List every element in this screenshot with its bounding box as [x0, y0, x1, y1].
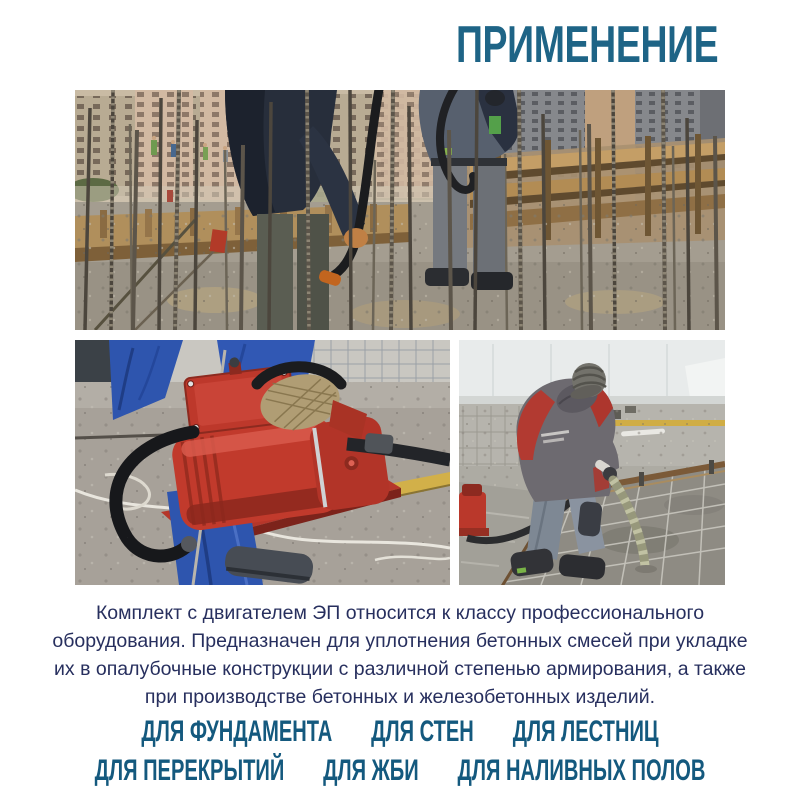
usage-label-self-leveling-floors: ДЛЯ НАЛИВНЫХ ПОЛОВ — [457, 754, 706, 787]
worker-hand — [344, 228, 368, 248]
usage-label-precast-concrete: ДЛЯ ЖБИ — [323, 754, 419, 787]
description-line: при производстве бетонных и железобетонных изделий. — [144, 686, 656, 708]
usage-row-1 — [132, 712, 668, 751]
concrete-deck — [75, 202, 725, 330]
description-text — [0, 599, 800, 711]
description-line: оборудования. Предназначен для уплотнения бетонных смесей при укладке — [52, 630, 748, 652]
vibrator-motor-illustration — [75, 340, 450, 585]
usage-row-2 — [94, 751, 706, 790]
floor-compacting-illustration — [459, 340, 725, 585]
photo-construction-site — [75, 90, 725, 330]
usage-label-foundation: ДЛЯ ФУНДАМЕНТА — [141, 715, 333, 748]
description-line: их в опалубочные конструкции с различной степенью армирования, а также — [54, 658, 746, 680]
description-line: Комплект с двигателем ЭП относится к классу профессионального — [95, 602, 705, 624]
usage-label-stairs: ДЛЯ ЛЕСТНИЦ — [512, 715, 659, 748]
usage-label-walls: ДЛЯ СТЕН — [371, 715, 474, 748]
page-title: ПРИМЕНЕНИЕ — [455, 16, 718, 74]
usage-label-slabs: ДЛЯ ПЕРЕКРЫТИЙ — [94, 754, 285, 787]
construction-site-illustration — [75, 90, 725, 330]
photo-vibrator-motor — [75, 340, 450, 585]
usage-list — [0, 712, 800, 790]
photo-worker-compacting-floor — [459, 340, 725, 585]
